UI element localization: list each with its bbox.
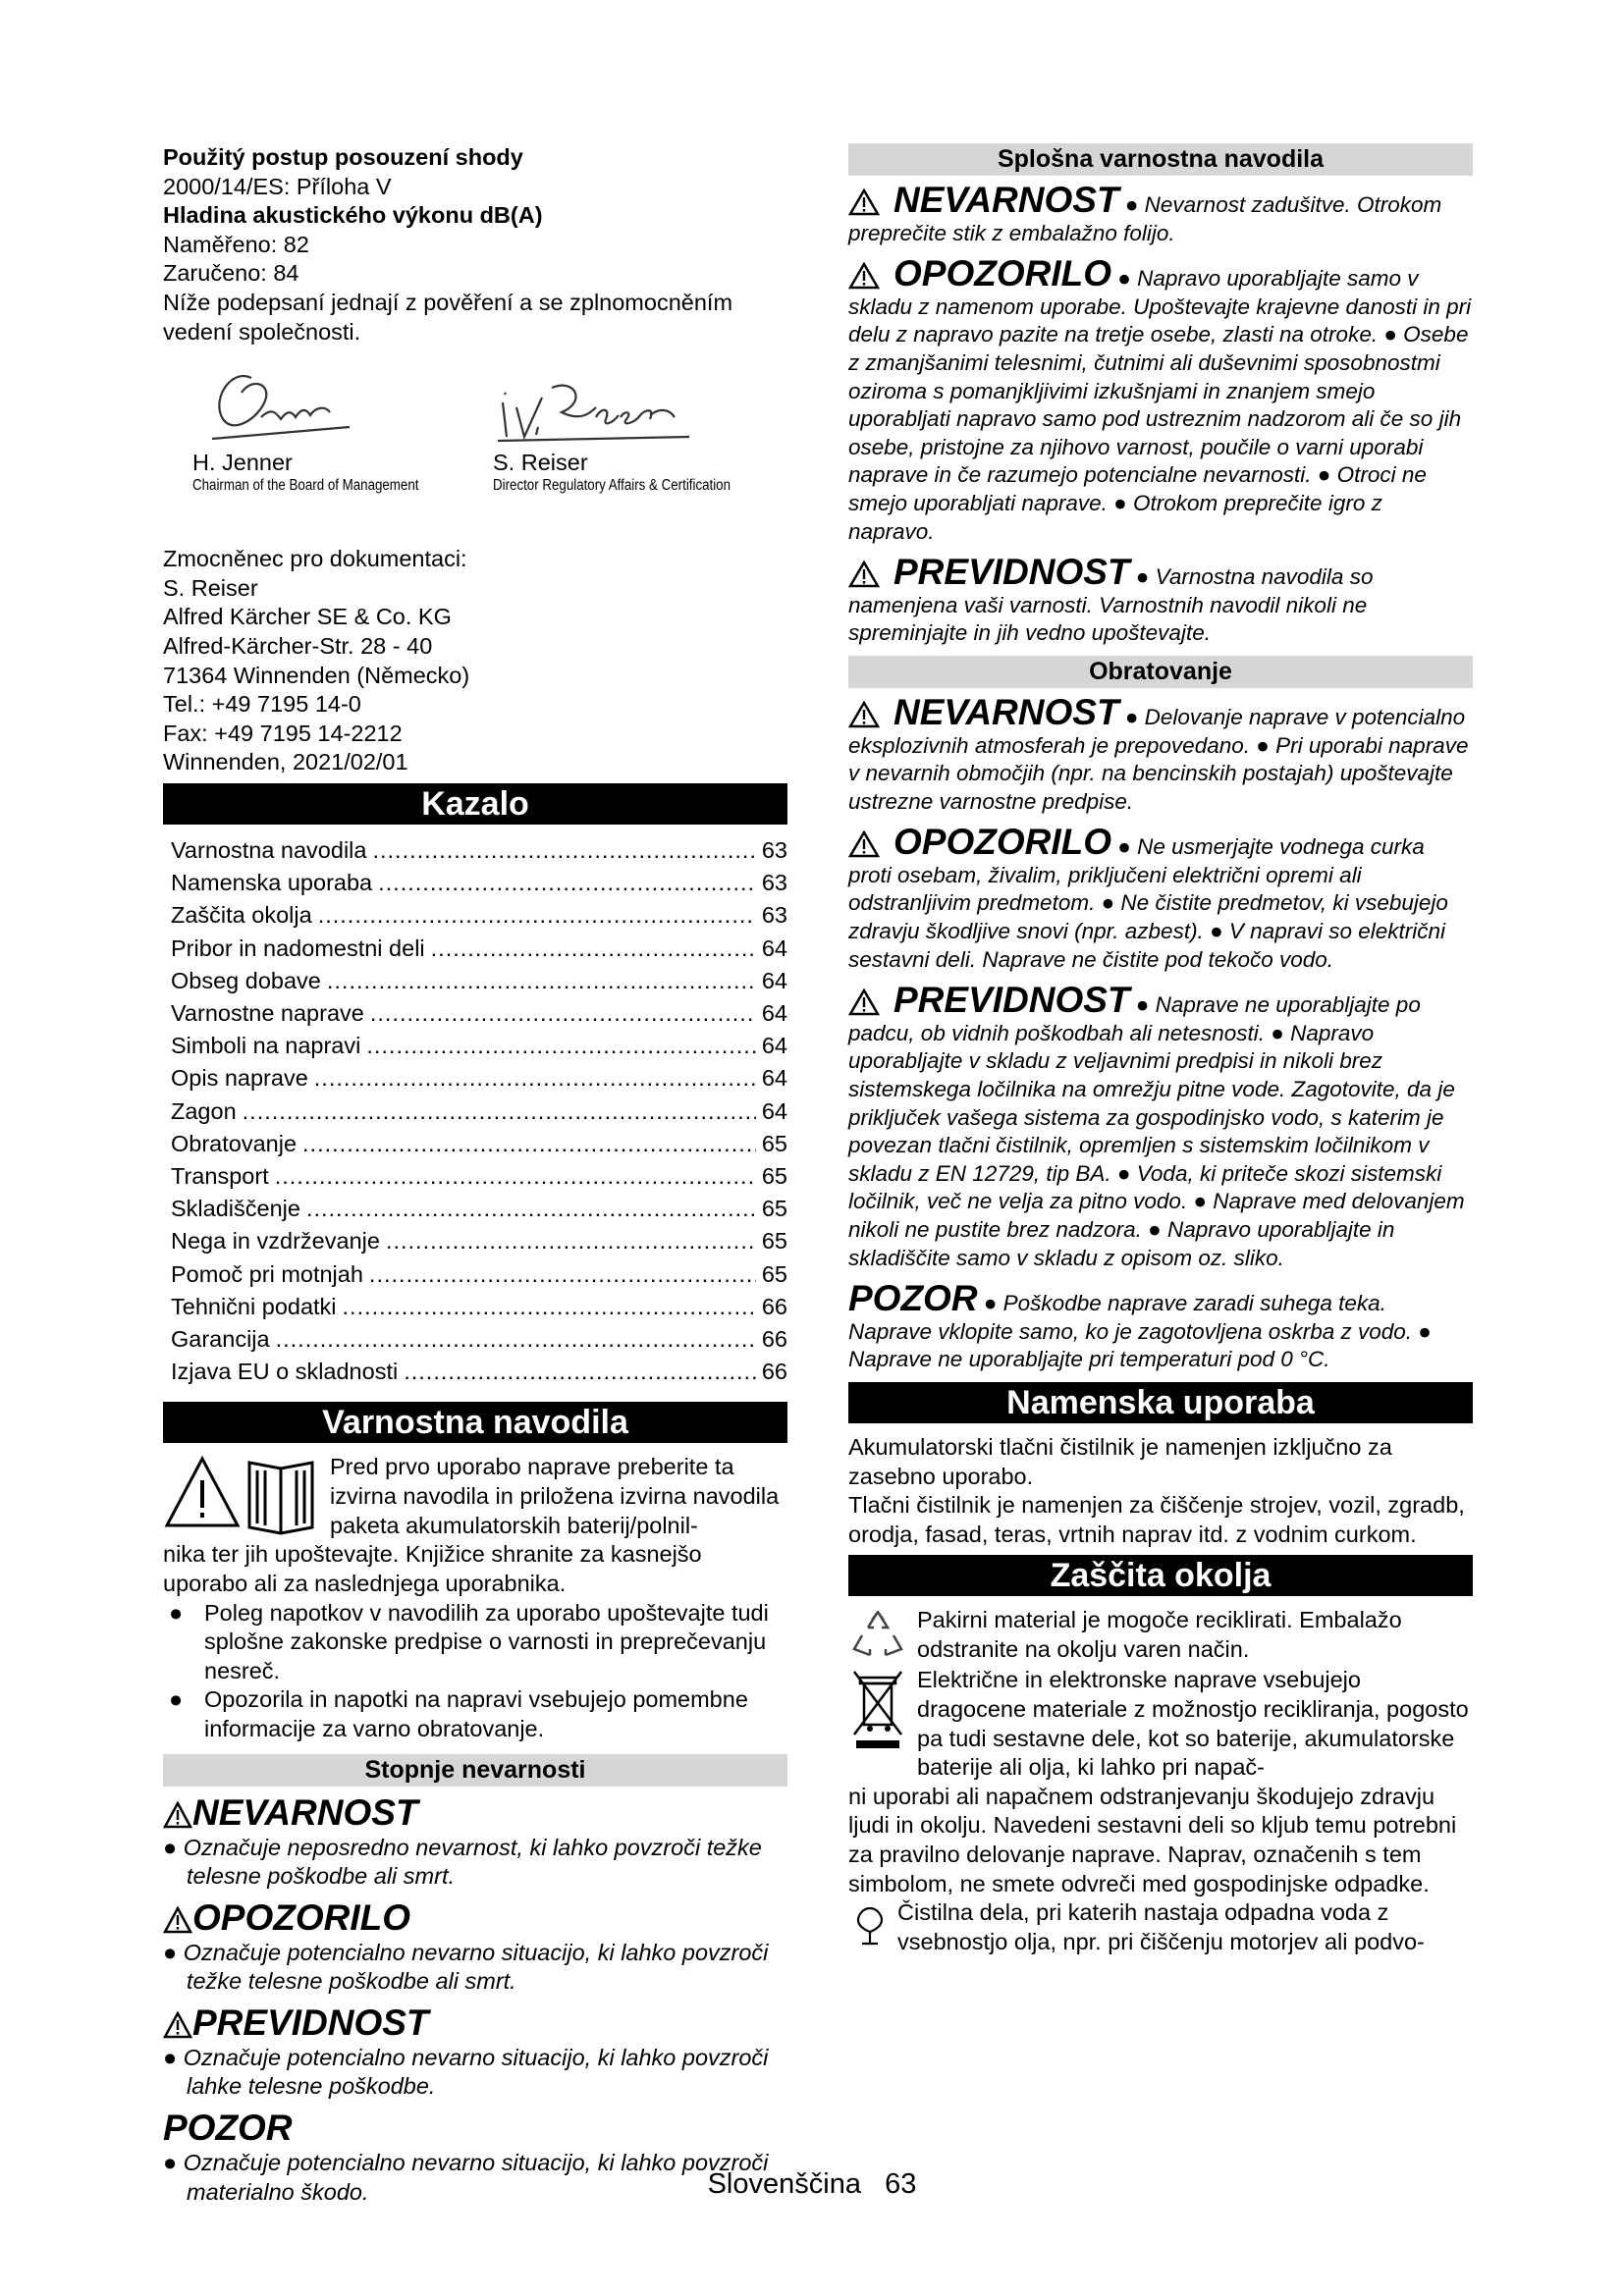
env-weee-text-cont: ni uporabi ali napačnem odstranjevanju škodujejo zdravju ljudi in okolju. Navedeni sestavni deli so kljub temu potrebni za pravilno delovanje naprave. Naprav, označenih s tem simbolom, ne smete odvreči med gospodinjske odpadke. xyxy=(848,1783,1457,1896)
toc-entry[interactable]: Izjava EU o skladnosti ..... 66 xyxy=(171,1356,787,1388)
warning-block: OPOZORILO ● Napravo uporabljajte samo v skladu z namenom uporabe. Upoštevajte krajevne danosti in pri delu z napravo pazite na tretje osebe, zlasti na otroke. ● Osebe z zmanjšanimi telesnimi, čutnimi ali duševnimi sposobnostmi oziroma s pomanjkljivimi izkušnjami in znanjem smejo uporabljati napravo samo pod ustreznim nadzorom ali če so jih osebe, pristojne za njihovo varnost, poučile o varni uporabi naprave in če razumejo potencialne nevarnosti. ● Otroci ne smejo uporabljati naprave. ● Otrokom preprečite igro z napravo. xyxy=(848,253,1472,544)
signatory-role: Chairman of the Board of Management xyxy=(192,477,419,495)
warning-triangle-icon xyxy=(163,1801,192,1829)
toc-entry[interactable]: Skladiščenje ..... 65 xyxy=(171,1193,787,1225)
signatures xyxy=(163,358,787,531)
toc-heading: Kazalo xyxy=(163,783,787,825)
warning-triangle-icon xyxy=(848,561,880,588)
warning-text: Poškodbe naprave zaradi suhega teka. Naprave vklopite samo, ko je zagotovljena oskrba z vodo. ● Naprave ne uporabljajte pri temperaturi pod 0 °C. xyxy=(848,1291,1432,1372)
warning-triangle-icon xyxy=(848,701,880,728)
toc-entry[interactable]: Obratovanje ..... 65 xyxy=(171,1128,787,1160)
hazard-level-title: POZOR xyxy=(163,2108,293,2149)
page-number: 63 xyxy=(885,2168,917,2200)
intended-use-heading: Namenska uporaba xyxy=(848,1382,1473,1423)
warning-word: NEVARNOST xyxy=(893,180,1119,220)
handwritten-signature-icon xyxy=(493,358,748,449)
warning-triangle-icon xyxy=(163,1906,192,1934)
hazard-levels-heading: Stopnje nevarnosti xyxy=(163,1754,787,1787)
page-footer xyxy=(0,2166,1624,2202)
toc-entry[interactable]: Zagon ..... 64 xyxy=(171,1095,787,1128)
signature-jenner xyxy=(192,358,456,496)
signature-reiser xyxy=(493,358,769,496)
env-oil xyxy=(848,1898,1473,1956)
warning-block: NEVARNOST ● Nevarnost zadušitve. Otrokom preprečite stik z embalažno folijo. xyxy=(848,180,1442,245)
operation-heading: Obratovanje xyxy=(848,656,1473,688)
toc-entry[interactable]: Obseg dobave ..... 64 xyxy=(171,965,787,997)
signatory-name: S. Reiser xyxy=(493,450,588,476)
decl-signing-text: Níže podepsaní jednají z pověření a se zplnomocněním vedení společnosti. xyxy=(163,289,733,345)
warning-triangle-icon xyxy=(848,830,880,858)
hazard-level-title: PREVIDNOST xyxy=(192,2002,429,2043)
warning-word: POZOR xyxy=(848,1278,978,1319)
general-safety-heading: Splošna varnostna navodila xyxy=(848,143,1473,176)
toc-entry[interactable]: Simboli na napravi ..... 64 xyxy=(171,1030,787,1062)
warning-triangle-icon xyxy=(848,188,880,216)
hazard-level: POZOR ● Označuje potencialno nevarno situacijo, ki lahko povzroči materialno škodo. xyxy=(163,2108,787,2207)
safety-heading: Varnostna navodila xyxy=(163,1402,787,1443)
signatory-name: H. Jenner xyxy=(192,450,293,476)
hazard-level-text: Označuje potencialno nevarno situacijo, ki lahko povzroči materialno škodo. xyxy=(183,2150,769,2205)
doc-contact xyxy=(163,545,787,777)
warning-text: Delovanje naprave v potencialno eksplozivnih atmosferah je prepovedano. ● Pri uporabi naprave v nevarnih območjih (npr. na bencinskih postajah) upoštevajte ustrezne varnostne predpise. xyxy=(848,704,1469,814)
env-recycle-text: Pakirni material je mogoče reciklirati. Embalažo odstranite na okolju varen način. xyxy=(917,1607,1402,1662)
toc-entry[interactable]: Tehnični podatki ..... 66 xyxy=(171,1291,787,1323)
hazard-level-text: Označuje potencialno nevarno situacijo, ki lahko povzroči lahke telesne poškodbe. xyxy=(183,2044,769,2100)
safety-intro xyxy=(163,1453,787,1540)
toc-entry[interactable]: Opis naprave ..... 64 xyxy=(171,1062,787,1095)
warning-triangle-icon xyxy=(848,262,880,290)
warning-word: OPOZORILO xyxy=(893,822,1111,863)
warning-word: OPOZORILO xyxy=(893,253,1111,294)
recycling-icon xyxy=(848,1606,907,1661)
hazard-level-title: NEVARNOST xyxy=(192,1791,418,1833)
toc-entry[interactable]: Zaščita okolja ..... 63 xyxy=(171,899,787,932)
warning-text: Nevarnost zadušitve. Otrokom preprečite stik z embalažno folijo. xyxy=(848,192,1442,245)
toc-entry[interactable]: Nega in vzdrževanje ..... 65 xyxy=(171,1225,787,1257)
contact-line: S. Reiser xyxy=(163,574,258,601)
warning-word: NEVARNOST xyxy=(893,691,1119,732)
toc-entry[interactable]: Garancija ..... 66 xyxy=(171,1323,787,1356)
declaration-block xyxy=(163,143,787,347)
env-weee-text: Električne in elektronske naprave vsebujejo dragocene materiale z možnostjo recikliranja, pogosto pa tudi sestavne dele, kot so baterije, akumulatorske baterije ali olja, ki lahko pri napač- xyxy=(917,1667,1469,1781)
left-column xyxy=(163,143,787,2207)
toc-entry[interactable]: Namenska uporaba ..... 63 xyxy=(171,867,787,899)
warning-block: POZOR ● Poškodbe naprave zaradi suhega teka. Naprave vklopite samo, ko je zagotovljena oskrba z vodo. ● Naprave ne uporabljajte pri temperaturi pod 0 °C. xyxy=(848,1278,1432,1372)
warning-word: PREVIDNOST xyxy=(893,980,1130,1021)
toc-entry[interactable]: Varnostna navodila ..... 63 xyxy=(171,834,787,867)
hazard-level-text: Označuje potencialno nevarno situacijo, ki lahko povzroči težke telesne poškodbe ali smrt. xyxy=(183,1939,769,1995)
toc-entry[interactable]: Pomoč pri motnjah ..... 65 xyxy=(171,1258,787,1291)
warning-block: PREVIDNOST ● Varnostna navodila so namenjena vaši varnosti. Varnostnih navodil nikoli ne spreminjajte in jih vedno upoštevajte. xyxy=(848,552,1374,646)
env-recycle xyxy=(848,1606,1473,1666)
decl-line: Naměřeno: 82 xyxy=(163,231,309,257)
warning-word: PREVIDNOST xyxy=(893,552,1130,593)
contact-line: Zmocněnec pro dokumentaci: xyxy=(163,546,467,572)
toc-entry[interactable]: Pribor in nadomestni deli ..... 64 xyxy=(171,933,787,965)
warning-text: Napravo uporabljajte samo v skladu z namenom uporabe. Upoštevajte krajevne danosti in pri delu z napravo pazite na tretje osebe, zlasti na otroke. ● Osebe z zmanjšanimi telesnimi, čutnimi ali duševnimi sposobnostmi oziroma s pomanjkljivimi izkušnjami in znanjem smejo uporabljati napravo samo pod ustreznim nadzorom ali če so jih osebe, pristojne za njihovo varnost, poučile o varni uporabi naprave in če razumejo potencialne nevarnosti. ● Otroci ne smejo uporabljati naprave. ● Otrokom preprečite igro z napravo. xyxy=(848,266,1472,544)
warning-read-manual-icon xyxy=(163,1453,320,1535)
table-of-contents xyxy=(163,834,787,1388)
warning-text: Naprave ne uporabljajte po padcu, ob vidnih poškodbah ali netesnosti. ● Napravo uporabljajte v skladu z veljavnimi predpisi in nikoli brez sistemskega ločilnika na omrežju pitne vode. Zagotovite, da je priključek vašega sistema za gospodinjsko vodo, s katerim je povezan tlačni čistilnik, opremljen s sistemskim ločilnikom v skladu z EN 12729, tip BA. ● Voda, ki priteče skozi sistemski ločilnik, več ne velja za pitno vodo. ● Naprave med delovanjem nikoli ne pustite brez nadzora. ● Napravo uporabljajte in skladiščite samo v skladu z opisom oz. sliko. xyxy=(848,992,1465,1270)
contact-line: Winnenden, 2021/02/01 xyxy=(163,749,408,775)
decl-line: Hladina akustického výkonu dB(A) xyxy=(163,202,543,229)
warning-triangle-icon xyxy=(848,988,880,1016)
warning-text: Varnostna navodila so namenjena vaši varnosti. Varnostnih navodil nikoli ne spreminjajte in jih vedno upoštevajte. xyxy=(848,564,1374,646)
signatory-role: Director Regulatory Affairs & Certification xyxy=(493,477,731,495)
safety-intro-text-cont: nika ter jih upoštevajte. Knjižice shranite za kasnejšo uporabo ali za naslednjega uporabnika. xyxy=(163,1541,702,1596)
right-column xyxy=(848,143,1473,1956)
contact-line: Alfred-Kärcher-Str. 28 - 40 xyxy=(163,632,433,659)
list-item: ● Opozorila in napotki na napravi vsebujejo pomembne informacije za varno obratovanje. xyxy=(169,1686,748,1741)
env-oil-text: Čistilna dela, pri katerih nastaja odpadna voda z vsebnostjo olja, npr. pri čiščenju motorjev ali podvo- xyxy=(897,1899,1425,1954)
hazard-level-title: OPOZORILO xyxy=(192,1896,410,1938)
decl-line: Zaručeno: 84 xyxy=(163,260,299,287)
warning-triangle-icon xyxy=(163,2011,192,2039)
safety-intro-text: Pred prvo uporabo naprave preberite ta izvirna navodila in priložena izvirna navodila paketa akumulatorskih baterij/polnil- xyxy=(330,1454,780,1538)
decl-line: 2000/14/ES: Příloha V xyxy=(163,173,392,199)
intended-use-text: Akumulatorski tlačni čistilnik je namenjen izključno za zasebno uporabo. xyxy=(848,1433,1392,1489)
contact-line: Fax: +49 7195 14-2212 xyxy=(163,720,403,746)
toc-entry[interactable]: Varnostne naprave ..... 64 xyxy=(171,997,787,1030)
contact-line: Alfred Kärcher SE & Co. KG xyxy=(163,604,452,630)
oil-drop-icon xyxy=(848,1898,892,1948)
footer-language: Slovenščina xyxy=(707,2168,861,2200)
list-item: ● Poleg napotkov v navodilih za uporabo upoštevajte tudi splošne zakonske predpise o varnosti in preprečevanju nesreč. xyxy=(169,1599,769,1683)
contact-line: 71364 Winnenden (Německo) xyxy=(163,662,470,688)
hazard-level: PREVIDNOST ● Označuje potencialno nevarno situacijo, ki lahko povzroči lahke telesne poškodbe. xyxy=(163,2002,769,2100)
hazard-level-text: Označuje neposredno nevarnost, ki lahko povzroči težke telesne poškodbe ali smrt. xyxy=(183,1834,762,1890)
environment-heading: Zaščita okolja xyxy=(848,1555,1473,1596)
warning-text: Ne usmerjajte vodnega curka proti osebam, živalim, priključeni električni opremi ali odstranljivim predmetom. ● Ne čistite predmetov, ki vsebujejo zdravju škodljive snovi (npr. azbest). ● V napravi so električni sestavni deli. Naprave ne čistite pod tekočo vodo. xyxy=(848,834,1448,972)
decl-line: Použitý postup posouzení shody xyxy=(163,144,523,170)
hazard-level: OPOZORILO ● Označuje potencialno nevarno situacijo, ki lahko povzroči težke telesne poškodbe ali smrt. xyxy=(163,1896,769,1995)
crossed-bin-icon xyxy=(848,1666,907,1754)
contact-line: Tel.: +49 7195 14-0 xyxy=(163,691,361,718)
intended-use-text: Tlačni čistilnik je namenjen za čiščenje strojev, vozil, zgradb, orodja, fasad, teras, vrtnih naprav itd. z vodnim curkom. xyxy=(848,1492,1465,1547)
warning-block: PREVIDNOST ● Naprave ne uporabljajte po padcu, ob vidnih poškodbah ali netesnosti. ● Napravo uporabljajte v skladu z veljavnimi predpisi in nikoli brez sistemskega ločilnika na omrežju pitne vode. Zagotovite, da je priključek vašega sistema za gospodinjsko vodo, s katerim je povezan tlačni čistilnik, opremljen s sistemskim ločilnikom v skladu z EN 12729, tip BA. ● Voda, ki priteče skozi sistemski ločilnik, več ne velja za pitno vodo. ● Naprave med delovanjem nikoli ne pustite brez nadzora. ● Napravo uporabljajte in skladiščite samo v skladu z opisom oz. sliko. xyxy=(848,980,1465,1270)
warning-block: NEVARNOST ● Delovanje naprave v potencialno eksplozivnih atmosferah je prepovedano. ● Pri uporabi naprave v nevarnih območjih (npr. na bencinskih postajah) upoštevajte ustrezne varnostne predpise. xyxy=(848,691,1469,814)
hazard-level: NEVARNOST ● Označuje neposredno nevarnost, ki lahko povzroči težke telesne poškodbe ali smrt. xyxy=(163,1791,762,1890)
env-weee xyxy=(848,1666,1473,1782)
handwritten-signature-icon xyxy=(192,358,448,449)
warning-block: OPOZORILO ● Ne usmerjajte vodnega curka proti osebam, živalim, priključeni električni opremi ali odstranljivim predmetom. ● Ne čistite predmetov, ki vsebujejo zdravju škodljive snovi (npr. azbest). ● V napravi so električni sestavni deli. Naprave ne čistite pod tekočo vodo. xyxy=(848,822,1448,972)
toc-entry[interactable]: Transport ..... 65 xyxy=(171,1160,787,1193)
